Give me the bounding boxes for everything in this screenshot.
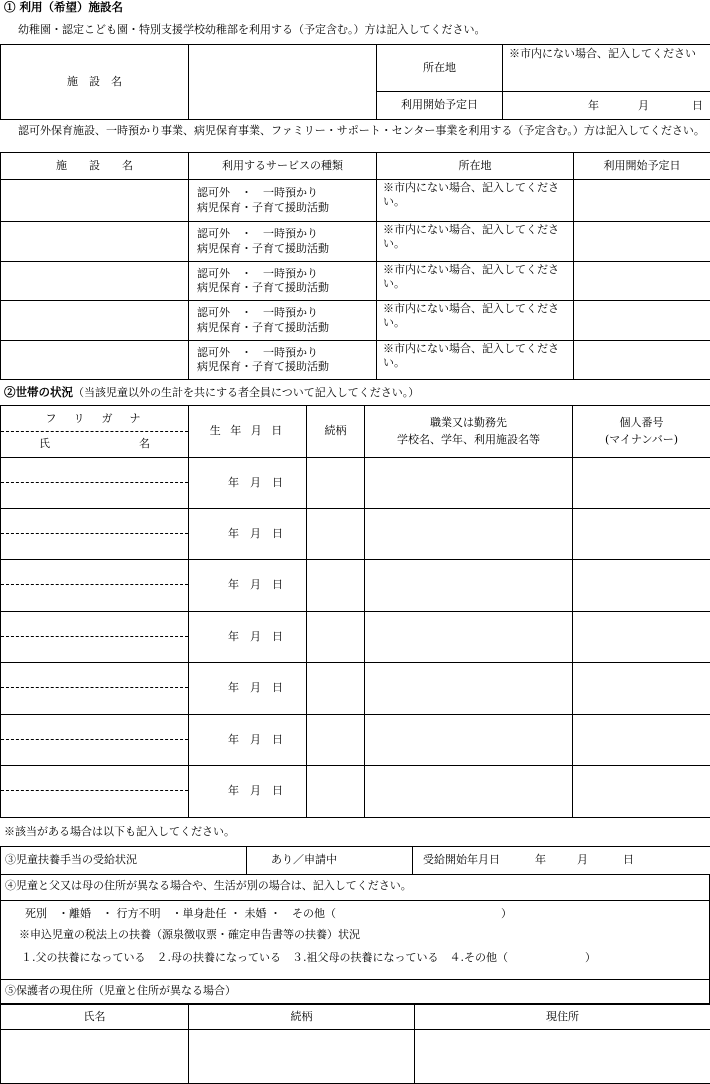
service-option-line: 認可外 ・ 一時預かり: [197, 306, 318, 320]
separation-reasons[interactable]: 死別 ・離婚 ・ 行方不明 ・単身赴任 ・ 未婚 ・ その他（ ）: [25, 907, 512, 920]
service-location-note: ※市内にない場合、記入してください。: [383, 181, 559, 209]
table-row: [1, 180, 710, 222]
household-table: [0, 405, 710, 818]
section4-heading: ④児童と父又は母の住所が異なる場合や、生活が別の場合は、記入してください。: [1, 874, 709, 901]
table-row: [1, 560, 710, 612]
member-birthdate-input[interactable]: [189, 458, 307, 509]
member-birthdate-input[interactable]: [189, 715, 307, 766]
service-location-input[interactable]: [377, 341, 574, 380]
service-type-options[interactable]: [189, 341, 377, 380]
services-header-type: 利用するサービスの種類: [189, 153, 377, 180]
member-mynumber-input[interactable]: [573, 612, 710, 663]
household-header-relation: 続柄: [307, 406, 365, 458]
member-mynumber-input[interactable]: [573, 560, 710, 612]
section2-subheading: （当該児童以外の生計を共にする者全員について記入してください。）: [73, 386, 420, 399]
start-date-day: 日: [692, 98, 703, 112]
facility-name-input[interactable]: [189, 45, 377, 120]
service-facility-input[interactable]: [1, 341, 189, 380]
section2-heading-wrap: [4, 385, 419, 400]
member-relation-input[interactable]: [307, 458, 365, 509]
member-occupation-input[interactable]: [365, 715, 573, 766]
member-mynumber-input[interactable]: [573, 766, 710, 818]
location-input[interactable]: [503, 45, 710, 92]
facility-name-label: 施 設 名: [1, 45, 189, 120]
member-mynumber-input[interactable]: [573, 715, 710, 766]
member-birthdate-label: 年 月 日: [228, 475, 283, 489]
name-label-family: 氏: [39, 437, 50, 450]
service-start-input[interactable]: [574, 341, 710, 380]
member-birthdate-input[interactable]: [189, 766, 307, 818]
member-relation-input[interactable]: [307, 509, 365, 560]
household-header-mynumber: 個人番号 (マイナンバー): [573, 406, 710, 458]
allowance-table: [0, 846, 710, 875]
member-occupation-input[interactable]: [365, 663, 573, 715]
service-start-input[interactable]: [574, 262, 710, 301]
household-header-occupation: 職業又は勤務先 学校名、学年、利用施設名等: [365, 406, 573, 458]
service-option-line: 病児保育・子育て援助活動: [197, 281, 329, 294]
table-row: [1, 301, 710, 341]
service-location-input[interactable]: [377, 180, 574, 222]
member-occupation-input[interactable]: [365, 509, 573, 560]
member-relation-input[interactable]: [307, 766, 365, 818]
member-name-input[interactable]: [1, 612, 189, 663]
services-table: [0, 152, 710, 380]
member-relation-input[interactable]: [307, 663, 365, 715]
kindergarten-table: [0, 44, 710, 120]
member-mynumber-input[interactable]: [573, 509, 710, 560]
location-note: ※市内にない場合、記入してください: [509, 47, 696, 60]
service-option-line: 病児保育・子育て援助活動: [197, 241, 329, 255]
table-row: [1, 509, 710, 560]
if-applicable-note: ※該当がある場合は以下も記入してください。: [4, 825, 235, 838]
service-location-input[interactable]: [377, 262, 574, 301]
start-date-input[interactable]: [503, 92, 710, 120]
member-occupation-input[interactable]: [365, 560, 573, 612]
allowance-status-label: あり／申請中: [271, 853, 337, 867]
member-name-input[interactable]: [1, 560, 189, 612]
service-facility-input[interactable]: [1, 222, 189, 262]
guardian-header-address: 現住所: [415, 1005, 710, 1030]
service-location-note: ※市内にない場合、記入してください。: [383, 302, 559, 330]
member-birthdate-label: 年 月 日: [228, 732, 283, 746]
table-row: [1, 766, 710, 818]
service-location-input[interactable]: [377, 301, 574, 341]
service-start-input[interactable]: [574, 180, 710, 222]
member-name-input[interactable]: [1, 458, 189, 509]
guardian-relation-input[interactable]: [189, 1030, 415, 1084]
section2-heading: ②世帯の状況: [4, 385, 73, 399]
section5-heading-box: [0, 980, 710, 1004]
table-row: [1, 612, 710, 663]
member-birthdate-label: 年 月 日: [228, 784, 283, 798]
member-name-input[interactable]: [1, 715, 189, 766]
service-facility-input[interactable]: [1, 301, 189, 341]
name-label-given: 名: [139, 437, 150, 450]
furigana-label: フ リ ガ ナ: [45, 412, 144, 425]
table-row: [1, 715, 710, 766]
service-location-input[interactable]: [377, 222, 574, 262]
member-occupation-input[interactable]: [365, 458, 573, 509]
member-birthdate-input[interactable]: [189, 663, 307, 715]
household-header-birthdate: 生 年 月 日: [189, 406, 307, 458]
services-note: 認可外保育施設、一時預かり事業、病児保育事業、ファミリー・サポート・センター事業を利用する（予定含む。）方は記入してください。: [18, 124, 705, 137]
service-option-line: 認可外 ・ 一時預かり: [197, 266, 318, 280]
guardian-header-relation: 続柄: [189, 1005, 415, 1030]
member-relation-input[interactable]: [307, 715, 365, 766]
service-facility-input[interactable]: [1, 180, 189, 222]
household-header-name: [1, 406, 189, 458]
section1-heading: ① 利用（希望）施設名: [4, 0, 124, 14]
table-row: [1, 458, 710, 509]
service-type-options[interactable]: [189, 222, 377, 262]
service-option-line: 病児保育・子育て援助活動: [197, 200, 329, 214]
guardian-header-name: 氏名: [1, 1005, 189, 1030]
location-label: 所在地: [377, 45, 503, 92]
guardian-name-input[interactable]: [1, 1030, 189, 1084]
start-date-label: 利用開始予定日: [377, 92, 503, 120]
member-occupation-input[interactable]: [365, 766, 573, 818]
member-name-input[interactable]: [1, 509, 189, 560]
member-relation-input[interactable]: [307, 560, 365, 612]
member-birthdate-label: 年 月 日: [228, 681, 283, 695]
service-option-line: 認可外 ・ 一時預かり: [197, 227, 318, 241]
allowance-year: 年: [535, 852, 546, 866]
allowance-month: 月: [577, 852, 588, 866]
services-header-start: 利用開始予定日: [574, 153, 710, 180]
service-location-note: ※市内にない場合、記入してください。: [383, 263, 559, 291]
table-row: [1, 663, 710, 715]
service-type-options[interactable]: [189, 262, 377, 301]
service-type-options[interactable]: [189, 301, 377, 341]
table-row: [1, 1030, 710, 1084]
service-option-line: 病児保育・子育て援助活動: [197, 320, 329, 334]
kindergarten-note: 幼稚園・認定こども園・特別支援学校幼稚部を利用する（予定含む。）方は記入してください。: [18, 23, 486, 36]
service-type-options[interactable]: [189, 180, 377, 222]
table-row: [1, 222, 710, 262]
service-facility-input[interactable]: [1, 262, 189, 301]
allowance-start-date[interactable]: [413, 847, 710, 875]
member-name-input[interactable]: [1, 663, 189, 715]
member-birthdate-input[interactable]: [189, 612, 307, 663]
service-start-input[interactable]: [574, 301, 710, 341]
member-birthdate-label: 年 月 日: [228, 526, 283, 540]
member-birthdate-label: 年 月 日: [228, 629, 283, 643]
member-mynumber-input[interactable]: [573, 663, 710, 715]
table-row: [1, 341, 710, 380]
member-name-input[interactable]: [1, 766, 189, 818]
service-location-note: ※市内にない場合、記入してください。: [383, 342, 559, 370]
services-header-facility: 施 設 名: [1, 153, 189, 180]
member-mynumber-input[interactable]: [573, 458, 710, 509]
section4-box: [0, 874, 710, 980]
service-option-line: 認可外 ・ 一時預かり: [197, 345, 318, 359]
service-option-line: 認可外 ・ 一時預かり: [197, 186, 318, 200]
service-location-note: ※市内にない場合、記入してください。: [383, 223, 559, 251]
table-row: [1, 262, 710, 301]
service-start-input[interactable]: [574, 222, 710, 262]
member-relation-input[interactable]: [307, 612, 365, 663]
guardian-address-input[interactable]: [415, 1030, 710, 1084]
member-occupation-input[interactable]: [365, 612, 573, 663]
tax-dependency-note: ※申込児童の税法上の扶養（源泉徴収票・確定申告書等の扶養）状況: [19, 928, 360, 942]
start-date-year: 年: [588, 98, 599, 112]
tax-dependency-options[interactable]: １.父の扶養になっている ２.母の扶養になっている ３.祖父母の扶養になっている ４.その他（ ）: [21, 950, 596, 964]
allowance-status[interactable]: [247, 847, 413, 875]
service-option-line: 病児保育・子育て援助活動: [197, 360, 329, 373]
start-date-month: 月: [638, 98, 649, 112]
member-birthdate-label: 年 月 日: [228, 578, 283, 592]
allowance-label: ③児童扶養手当の受給状況: [1, 847, 247, 875]
allowance-day: 日: [623, 852, 634, 866]
member-birthdate-input[interactable]: [189, 560, 307, 612]
services-header-location: 所在地: [377, 153, 574, 180]
section5-heading: ⑤保護者の現住所（児童と住所が異なる場合）: [5, 984, 236, 997]
allowance-start-label: 受給開始年月日: [423, 852, 500, 866]
member-birthdate-input[interactable]: [189, 509, 307, 560]
guardian-address-table: [0, 1004, 710, 1084]
